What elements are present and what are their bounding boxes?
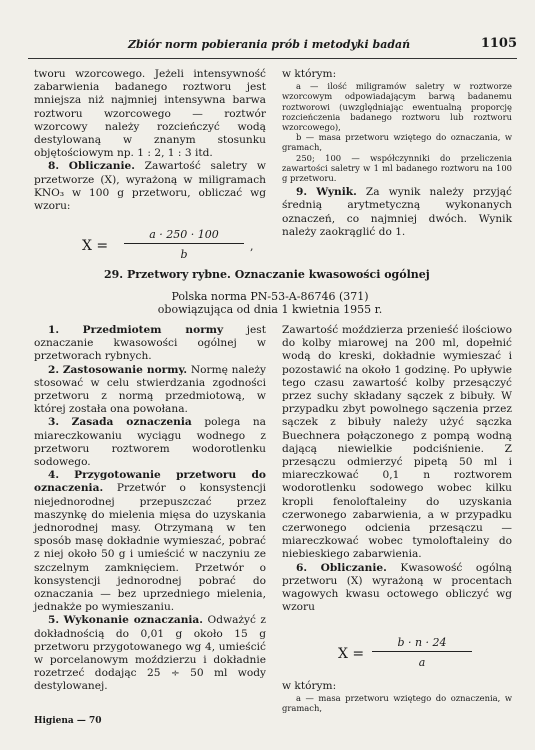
formula-2 bbox=[338, 636, 508, 676]
running-title: Zbiór norm pobierania prób i metodyki badań bbox=[128, 38, 411, 51]
item-heading: Zastosowanie normy. bbox=[62, 363, 188, 376]
item-8 bbox=[34, 160, 266, 213]
item-number: 1. bbox=[48, 324, 60, 336]
denominator: b bbox=[180, 248, 188, 261]
item-heading: Wynik. bbox=[316, 186, 357, 199]
item-1 bbox=[34, 324, 266, 364]
definition: 250; 100 — współczynniki do przeliczenia zawartości saletry w 1 ml badanego roztworu na 100 g przetworu. bbox=[282, 152, 512, 184]
definition: a — masa przetworu wziętego do oznaczenia, w gramach, bbox=[282, 693, 512, 714]
item-number: 9. bbox=[296, 186, 308, 199]
paragraph: tworu wzorcowego. Jeżeli intensywność zabarwienia badanego roztworu jest mniejsza niż najmniej intensywna barwa roztworu wzorcowego — roztwór wzorcowy należy rozcieńczyć wodą destylowaną w znanym stosunku objętościowym np. 1 : 2, 1 : 3 itd. bbox=[34, 68, 266, 160]
item-5 bbox=[34, 614, 266, 693]
page-footer: Higiena — 70 bbox=[34, 716, 102, 726]
numerator: a · 250 · 100 bbox=[124, 228, 244, 244]
item-heading: Przygotowanie przetworu do oznaczenia. bbox=[34, 469, 267, 495]
page-number: 1105 bbox=[480, 36, 517, 51]
denominator: a bbox=[418, 656, 426, 669]
norm-info bbox=[130, 290, 410, 316]
definition: b — masa przetworu wziętego do oznaczania, w gramach, bbox=[282, 132, 512, 153]
item-heading: Przedmiotem normy bbox=[82, 324, 224, 336]
item-number: 8. bbox=[48, 160, 60, 173]
item-heading: Wykonanie oznaczania. bbox=[63, 614, 203, 627]
right-bottom-text bbox=[282, 324, 512, 614]
right-bottom-defs bbox=[282, 680, 512, 714]
numerator: b · n · 24 bbox=[372, 636, 472, 652]
item-number: 2. bbox=[48, 363, 60, 376]
item-text: Zawartość saletry w przetworze (X), wyrażoną w miligramach KNO₃ w 100 g przetworu, obliczać wg wzoru: bbox=[34, 160, 266, 213]
item-9 bbox=[282, 186, 512, 239]
formula-1 bbox=[82, 228, 282, 268]
item-6 bbox=[282, 562, 512, 615]
formula-lhs: X = bbox=[82, 238, 109, 254]
item-4 bbox=[34, 469, 266, 614]
item-heading: Obliczanie. bbox=[68, 160, 135, 173]
item-text: polega na miareczkowaniu wyciągu wodnego z przetworu roztworem wodorotlenku sodowego. bbox=[34, 416, 266, 469]
item-number: 6. bbox=[296, 561, 308, 574]
item-text: Za wynik należy przyjąć średnią arytmetyczną wykonanych oznaczeń, co najmniej dwóch. Wynik należy zaokrąglić do 1. bbox=[282, 186, 512, 238]
right-top-text bbox=[282, 68, 512, 239]
definitions bbox=[282, 81, 512, 183]
item-2 bbox=[34, 364, 266, 417]
paragraph: Zawartość moździerza przenieść ilościowo do kolby miarowej na 200 ml, dopełnić wodą do kreski, dokładnie wymieszać i pozostawić na około 1 godzinę. Po upływie tego czasu zawartość kolby przesączyć przez suchy składany sączek z bibuły. W przypadku zbyt powolnego sączenia przez sączek z bibuły należy użyć sączka Buechnera połączonego z pompą wodną dającą niewielkie podciśnienie. Z przesączu odmierzyć pipetą 50 ml i miareczkować 0,1 n roztworem wodorotlenku sodowego wobec kilku kropli fenoloftaleiny do uzyskania czerwonego zabarwienia, a w przypadku czerwonego odcienia przesączu — miareczkować wobec tymoloftaleiny do niebieskiego zabarwienia. bbox=[282, 324, 512, 561]
where-lead: w którym: bbox=[282, 68, 337, 80]
section-title: 29. Przetwory rybne. Oznaczanie kwasowości ogólnej bbox=[104, 268, 430, 281]
formula-lhs: X = bbox=[338, 646, 365, 662]
left-bottom-text bbox=[34, 324, 266, 694]
where-lead: w którym: bbox=[282, 680, 337, 692]
item-heading: Obliczanie. bbox=[320, 561, 387, 574]
item-heading: Zasada oznaczenia bbox=[71, 416, 192, 429]
formula-fraction bbox=[372, 636, 472, 669]
item-number: 3. bbox=[48, 416, 60, 429]
norm-date: obowiązująca od dnia 1 kwietnia 1955 r. bbox=[157, 303, 383, 316]
item-3 bbox=[34, 416, 266, 469]
definition: a — ilość miligramów saletry w roztworze wzorcowym odpowiadającym barwą badanemu roztworowi (uwzględniając ewentualną proporcję rozcieńczenia badanego roztworu lub roztworu wzorcowego), bbox=[282, 81, 512, 133]
left-top-text bbox=[34, 68, 266, 213]
formula-fraction bbox=[124, 228, 244, 261]
item-text: Przetwór o konsystencji niejednorodnej przepuszczać przez maszynkę do mielenia mięsa do uzyskania jednorodnej masy. Otrzymaną w ten sposób masę dokładnie wymieszać, pobrać z niej około 50 g i umieścić w naczyniu ze szczelnym zamknięciem. Przetwór o konsystencji jednorodnej pobrać do oznaczania — bez uprzedniego mielenia, jednakże po wymieszaniu. bbox=[34, 482, 266, 614]
item-number: 4. bbox=[48, 469, 60, 482]
norm-line: Polska norma PN-53-A-86746 (371) bbox=[171, 290, 369, 303]
item-text: Kwasowość ogólną przetworu (X) wyrażoną w procentach wagowych kwasu octowego obliczyć wg wzoru bbox=[282, 561, 512, 614]
formula-comma: , bbox=[250, 240, 254, 253]
item-text: Odważyć z dokładnością do 0,01 g około 15 g przetworu przygotowanego wg 4, umieścić w porcelanowym moździerzu i dokładnie rozetrzeć dodając 25 ÷ 50 ml wody destylowanej. bbox=[34, 614, 266, 693]
item-text: jest oznaczanie kwasowości ogólnej w przetworach rybnych. bbox=[34, 324, 266, 363]
item-number: 5. bbox=[48, 614, 60, 627]
page-header bbox=[28, 36, 517, 59]
item-text: Normę należy stosować w celu stwierdzania zgodności przetworu z normą przedmiotową, w której została ona powołana. bbox=[34, 363, 266, 416]
